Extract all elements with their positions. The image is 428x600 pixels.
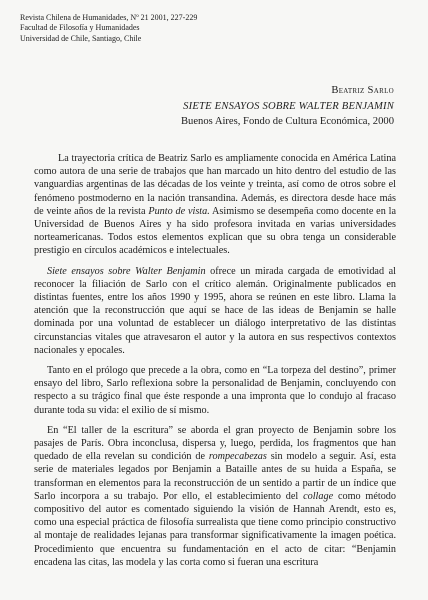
journal-citation: Revista Chilena de Humanidades, Nº 21 2001, 227-229: [20, 13, 198, 22]
paragraph-2: Siete ensayos sobre Walter Benjamin ofrece un mirada cargada de emotividad al reconocer la filiación de Sarlo con el crítico alemán. Originalmente publicados en distintas fuentes, entre los años 1990 y 1995, ahora se reúnen en este libro. Llama la atención que la reconstrucción que aquí se hace de las ideas de Benjamin se halle dominada por una voluntad de establecer un diálogo interpretativo de las distintas circunstancias vitales que atravesaron el autor y la autora en sus respectivos contextos nacionales y epocales.: [34, 265, 396, 356]
paragraph-3: Tanto en el prólogo que precede a la obra, como en “La torpeza del destino”, primer ensayo del libro, Sarlo reflexiona sobre la personalidad de Benjamin, concluyendo con respecto a su trágico final que éste responde a una impronta que lo condujo al fracaso durante toda su vida: el exilio de sí mismo.: [34, 365, 396, 416]
journal-header: [20, 13, 197, 44]
journal-name: Punto de vista.: [148, 205, 210, 217]
review-heading: [181, 83, 394, 130]
italic-term-collage: collage: [303, 490, 334, 502]
paragraph-4: En “El taller de la escritura” se aborda el gran proyecto de Benjamin sobre los pasajes de París. Obra inconclusa, dispersa y, luego, perdida, los fragmentos que han quedado de ella revelan su condición de rompecabezas sin modelo a seguir. Así, esta serie de materiales legados por Benjamin a Bataille antes de su huida a España, se transforman en elementos para la reconstrucción de un sentido a partir de un índice que Sarlo incorpora a su trabajo. Por ello, el establecimiento del collage como método compositivo del autor es comentado siguiendo la visión de Hannah Arendt, esto es, como una especial práctica de filosofía surrealista que tiene como principio constructivo al montaje de realidades lejanas para transformar significativamente la imagen poética. Procedimiento que encuentra su fundamentación en el acto de citar: “Benjamin encadena las citas, las modela y las corta como si fueran una escritura: [34, 424, 396, 568]
faculty-name: Facultad de Filosofía y Humanidades: [20, 23, 140, 33]
book-title-inline: Siete ensayos sobre Walter Benjamin: [47, 265, 206, 277]
book-title: SIETE ENSAYOS SOBRE WALTER BENJAMIN: [183, 100, 394, 112]
publication-info: Buenos Aires, Fondo de Cultura Económica, 2000: [180, 116, 394, 127]
book-author: Beatriz Sarlo: [331, 85, 394, 96]
university-name: Universidad de Chile, Santiago, Chile: [20, 33, 142, 43]
italic-term-rompecabezas: rompecabezas: [208, 451, 267, 463]
paragraph-1: La trayectoria crítica de Beatriz Sarlo es ampliamente conocida en América Latina como autora de una serie de trabajos que han marcado un hito dentro del estudio de las vanguardias argentinas de las décadas de los veinte y treinta, así como de otros sobre el fenómeno postmoderno en la nación transandina. Además, es directora desde hace más de veinte años de la revista Punto de vista. Asimismo se desempeña como docente en la Universidad de Buenos Aires y ha sido profesora invitada en varias universidades norteamericanas. Todos estos elementos explican que su obra tenga un considerable prestigio en círculos académicos e intelectuales.: [34, 153, 396, 257]
review-body: [34, 152, 396, 576]
